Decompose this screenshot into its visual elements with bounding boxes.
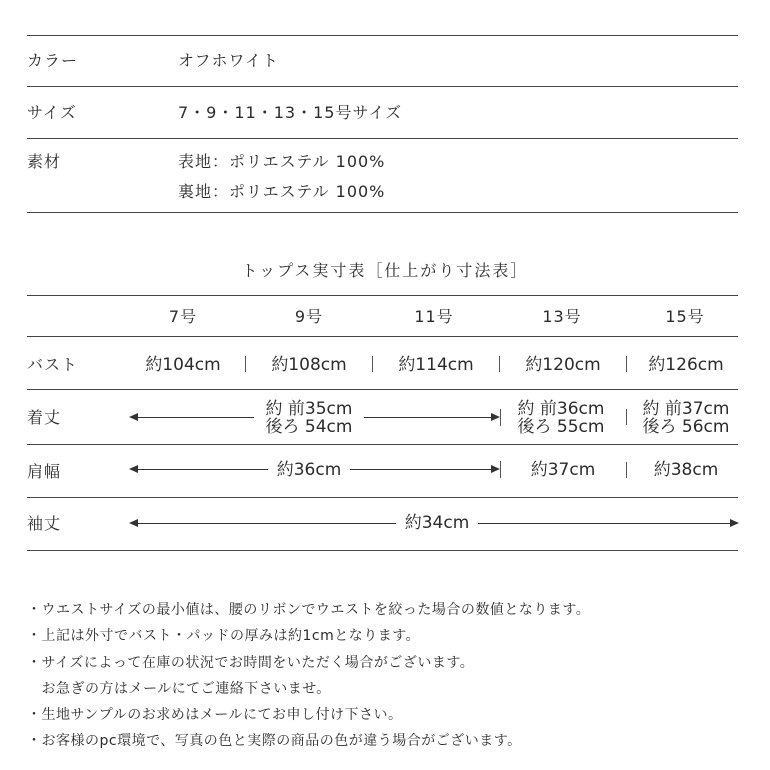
bust-13: 約120cm [525,355,601,375]
bust-11: 約114cm [398,355,474,375]
length-arrow-right-head [491,413,500,421]
bust-divider [499,356,500,372]
size-rule-top [27,295,738,296]
sleeve-arrow-right-head [730,519,739,527]
bust-9: 約108cm [271,355,347,375]
shoulder-7-11: 約36cm [276,460,342,480]
material-lining: 裏地：ポリエステル 100% [178,182,386,201]
bust-divider [372,356,373,372]
note-line: お急ぎの方はメールにてご連絡下さいませ。 [27,681,331,697]
size-rule-3 [27,444,738,445]
sleeve-arrow-line [478,523,731,524]
size-rule-1 [27,336,738,337]
spec-rule-top [27,35,738,36]
shoulder-13: 約37cm [530,460,596,480]
color-value: オフホワイト [178,51,280,70]
bust-divider [245,356,246,372]
length-15-back: 後ろ 56cm [642,417,730,437]
shoulder-arrow-line [136,469,268,470]
length-arrow-line [136,417,254,418]
note-line: ・お客様のpc環境で、写真の色と実際の商品の色が違う場合がございます。 [27,733,522,749]
length-divider [626,409,627,425]
bust-7: 約104cm [145,355,221,375]
col-header-13: 13号 [542,307,582,326]
row-label-length: 着丈 [27,408,62,427]
length-7-11-front: 約 前35cm [265,399,353,419]
sleeve-arrow-line [136,523,396,524]
col-header-11: 11号 [414,307,454,326]
col-header-15: 15号 [665,307,705,326]
length-7-11-back: 後ろ 54cm [265,417,353,437]
length-13-front: 約 前36cm [517,399,605,419]
size-rule-bottom [27,550,738,551]
size-rule-4 [27,497,738,498]
note-line: ・ウエストサイズの最小値は、腰のリボンでウエストを絞った場合の数値となります。 [27,602,591,618]
note-line: ・上記は外寸でバスト・パッドの厚みは約1cmとなります。 [27,628,421,644]
length-end-tick [500,409,501,426]
color-label: カラー [27,51,79,70]
bust-15: 約126cm [648,355,724,375]
material-label: 素材 [27,152,62,171]
shoulder-arrow-right-head [491,465,500,473]
spec-rule-2 [27,138,738,139]
size-table-title: トップス実寸表［仕上がり寸法表］ [241,261,529,280]
length-arrow-line [364,417,492,418]
shoulder-divider [626,462,627,478]
shoulder-arrow-line [350,469,492,470]
material-outer: 表地：ポリエステル 100% [178,152,386,171]
row-label-bust: バスト [27,355,79,374]
sleeve-all: 約34cm [404,513,470,533]
shoulder-15: 約38cm [653,460,719,480]
size-value: 7・9・11・13・15号サイズ [178,103,403,122]
spec-rule-1 [27,86,738,87]
length-15-front: 約 前37cm [642,399,730,419]
row-label-shoulder: 肩幅 [27,462,62,481]
row-label-sleeve: 袖丈 [27,514,62,533]
note-line: ・サイズによって在庫の状況でお時間をいただく場合がございます。 [27,655,475,671]
size-label: サイズ [27,103,77,122]
shoulder-end-tick [500,461,501,478]
spec-rule-bottom [27,212,738,213]
size-rule-2 [27,389,738,390]
bust-divider [626,356,627,372]
col-header-7: 7号 [168,307,198,326]
note-line: ・生地サンプルのお求めはメールにてお申し付け下さい。 [27,707,403,723]
length-13-back: 後ろ 55cm [517,417,605,437]
col-header-9: 9号 [294,307,324,326]
